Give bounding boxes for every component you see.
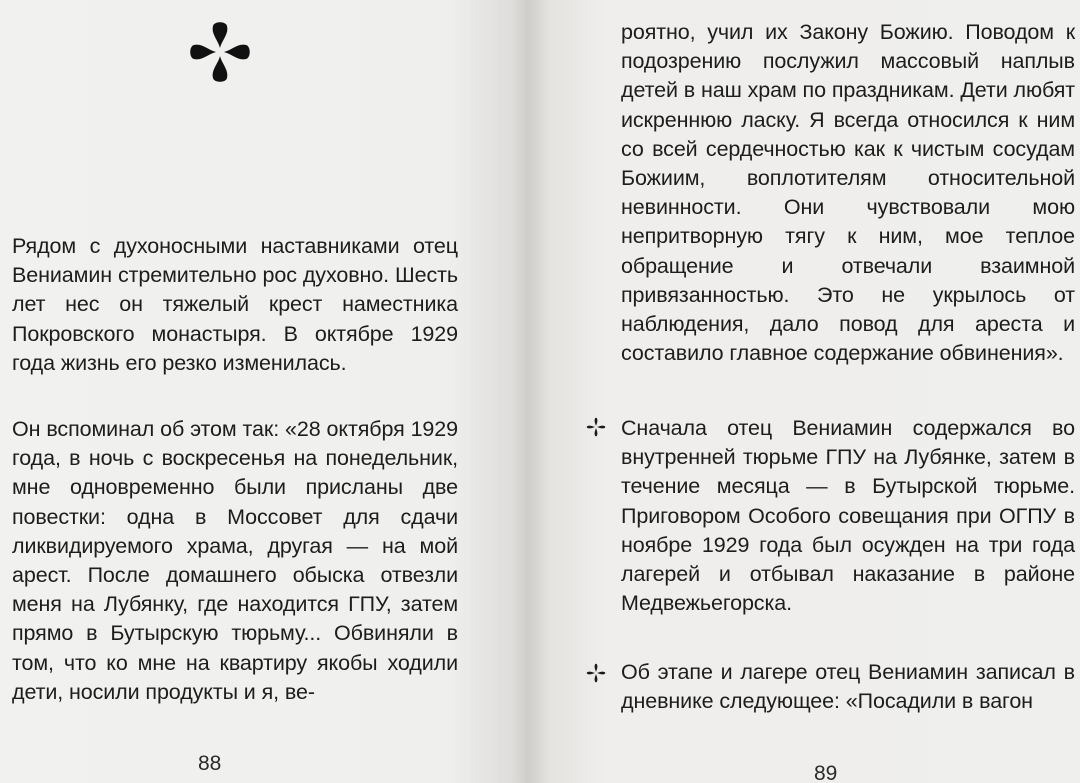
right-paragraph-3 [621, 658, 1075, 716]
left-paragraph-1 [12, 232, 458, 378]
paragraph-text: Рядом с духоносными наставниками отец Вениамин стремительно рос духовно. Шесть лет нес он тяжелый крест наместника Покровского монастыря. В октябре 1929 года жизнь его резко изменилась. [12, 234, 458, 375]
small-cross-bullet-icon [585, 416, 607, 438]
paragraph-text: Сначала отец Вениамин содержался во внутренней тюрьме ГПУ на Лубянке, затем в течение месяца — в Бутырской тюрьме. Приговором Особого совещания при ОГПУ в ноябре 1929 года был осужден на три года лагерей и отбывал наказание в районе Медвежьегорска. [621, 416, 1075, 616]
page-number-right: 89 [814, 762, 838, 783]
paragraph-text: Он вспоминал об этом так: «28 октября 1929 года, в ночь с воскресенья на понедельник, мне одновременно были присланы две повестки: одна в Моссовет для сдачи ликвидируемого храма, другая — на мой арест. После домашнего обыска отвезли меня на Лубянку, где находится ГПУ, затем прямо в Бутырскую тюрьму... Обвиняли в том, что ко мне на квартиру якобы ходили дети, носили продукты и я, ве- [12, 417, 458, 704]
small-cross-bullet-icon [585, 662, 607, 684]
page-number-left: 88 [198, 752, 222, 775]
right-paragraph-2 [621, 414, 1075, 618]
paragraph-text: роятно, учил их Закону Божию. Поводом к подозрению послужил массовый наплыв детей в наш храм по праздникам. Дети любят искреннюю ласку. Я всегда относился к ним со всей сердечностью как к чистым сосудам Божиим, воплотителям относительной невинности. Они чувствовали мою непритворную тягу к ним, мое теплое обращение и отвечали взаимной привязанностью. Это не укрылось от наблюдения, дало повод для ареста и составило главное содержание обвинения». [621, 20, 1075, 366]
right-page [528, 0, 1080, 783]
left-page [0, 0, 528, 783]
cross-ornament-icon [180, 12, 260, 92]
right-paragraph-1 [621, 18, 1075, 368]
left-paragraph-2 [12, 415, 458, 707]
paragraph-text: Об этапе и лагере отец Вениамин записал в дневнике следующее: «Посадили в вагон [621, 660, 1075, 714]
